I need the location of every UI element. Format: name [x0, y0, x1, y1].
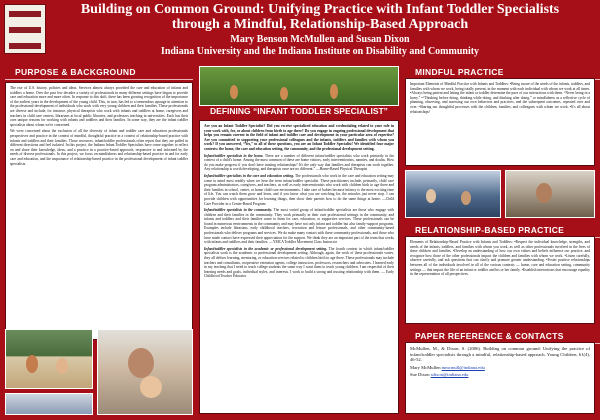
- child-figure: [56, 358, 68, 374]
- relationship-text: Elements of Relationship-Based Practice with Infants and Toddlers: •Respect the individual knowledge, strengths, and needs of the infants, toddlers, and families with whom you work, as well as other professionals involved in the lives of these children and families. •Develop an understanding of how our own values and beliefs influence our practice, and recognize how those of the other professionals impact the children and families with whom we work. •Listen carefully, observe carefully, and ask questions that can clarify and promote greater understanding. •Foster positive relationships between all of the individuals involved in all of the various contexts — home, care and education setting, community settings — that impact the life of an infant or toddler and his or her family. •Establish interactions that encourage equality in the representation of all perspectives.: [410, 240, 590, 277]
- defining-pd-text: The fourth context in which infant/toddler specialists work is the academic or professional development setting. Although, again, the work of these professionals varies, they all deliver learning, mentoring, or education services related to children birth to age three. These professionals may include teachers and consultants, cooperative extension agents, college instructors, professors, researchers and advocates. I learned early in my teaching that I need to teach college students the same way I want them to teach young children. I am respectful of their learning needs and goals, individual styles, and interests. I work to build a strong and trusting relationship with them. — Early Childhood Teacher Educator: [204, 246, 394, 279]
- defining-care-text: The professionals who work in the care and education setting may come to mind most readily when we hear the term infant/toddler specialist. These practitioners include, primarily, child care program administrators, caregivers, and teachers, as well as early interventionists who work with children birth to age three and their families in school, center, or home child care environments. I take care of babies because infancy is the most exciting time of life. You can watch them grow and learn, and if you know what you are watching for, the miracles just never stop. I can provide children with opportunities for learning things, then show their parents how to do the same things at home. —Child Care Provider in a Center-Based Program: [204, 173, 394, 206]
- contact-name-1: Mary McMullen: [410, 364, 441, 370]
- defining-pd-lead: Infant/toddler specialists in the academic or professional development setting.: [204, 246, 328, 251]
- logo-stripe: [9, 27, 41, 33]
- reference-heading: PAPER REFERENCE & CONTACTS: [405, 330, 600, 344]
- contact-email-2[interactable]: sdixon@indiana.edu: [430, 372, 469, 378]
- child-figure: [330, 84, 338, 99]
- defining-panel: [199, 120, 399, 414]
- right-photo-group: [405, 170, 595, 218]
- reference-contact-2: [410, 372, 590, 378]
- indiana-university-logo: [4, 4, 46, 54]
- reference-panel: [405, 342, 595, 414]
- child-figure: [230, 85, 238, 99]
- left-column: [5, 66, 193, 340]
- photo-classroom: [405, 170, 501, 218]
- contact-email-1[interactable]: mmcmull@indiana.edu: [441, 364, 485, 370]
- defining-home-paragraph: [204, 154, 394, 172]
- child-figure: [280, 87, 288, 100]
- poster-authors: Mary Benson McMullen and Susan Dixon: [230, 34, 410, 45]
- poster-title-line2: through a Mindful, Relationship-Based Approach: [171, 17, 469, 32]
- purpose-panel: [5, 82, 193, 340]
- mindful-panel: [405, 78, 595, 166]
- adult-figure: [536, 183, 552, 203]
- mindful-text: Important Elements of Mindful Practice with Infants and Toddlers: •Being aware of the needs of the infants, toddlers, and families with whom we work, being totally present, in the moment with each individual with whom we work at all times. •Always being patient and letting the infant or toddler determine the pace of our interactions with them. “Never being in a hurry.” •“Thinking before doing, thinking while doing, and thinking after doing,” or mindfulness as a reflective cycle of planning, observing, and assessing our own behaviors and practices, and the subsequent outcomes, repeated over and over. •Sharing our thoughtful processes with the children, families, and colleagues with whom we work. •It's all about relationships!: [410, 82, 590, 114]
- left-photo-group: [5, 329, 193, 415]
- defining-intro: Are you an Infant Toddler Specialist? Did you receive specialized education and credentialing related to your role in your work with, for, or about children from birth to age three? Do you engage in ongoing professional development that helps you remain current in the field of infant and toddler care and development in your particular area of expertise? Are you committed to supporting your professional colleagues and the infants, toddlers and families with whom you work? If you answered, “Yes,” to all of these questions, you are an Infant Toddler Specialist! We identified four major contexts: the home, the care and education setting, the community, and the professional development setting.: [204, 124, 394, 151]
- adult-figure: [128, 348, 154, 378]
- defining-care-lead: Infant/toddler specialists in the care and education setting.: [204, 173, 295, 178]
- photo-children-playground: [199, 66, 399, 106]
- contact-name-2: Sue Dixon: [410, 372, 430, 378]
- poster-institution: Indiana University and the Indiana Institute on Disability and Community: [160, 46, 480, 57]
- logo-stripe: [9, 43, 41, 49]
- relationship-heading: RELATIONSHIP-BASED PRACTICE: [405, 224, 600, 238]
- defining-pd-paragraph: [204, 247, 394, 279]
- child-figure: [26, 355, 38, 373]
- defining-community-paragraph: [204, 208, 394, 245]
- photo-children-outdoors: [5, 329, 93, 389]
- defining-community-lead: Infant/toddler specialists in the community.: [204, 208, 273, 213]
- photo-adult-with-infant: [97, 329, 193, 415]
- photo-toddler: [5, 393, 93, 415]
- logo-stripe: [9, 11, 41, 17]
- child-figure: [461, 191, 471, 205]
- reference-citation: McMullen, M., & Dixon, S. (2006). Building on common ground: Unifying the practice of infant/toddler specialists through a mindful, relationship-based approach. Young Children, 61(4), 46-52.: [410, 346, 590, 363]
- defining-home-text: There are a number of different infant/toddler specialists who work primarily in the context of a child's home. Among the most common of these are home visitors, early interventionists, nannies, and doulas. How do you make progress if you don't have trusting relationships? It's the only way that families and therapists can work together. Any relationship is worth developing, and therapists once are no different.” —Home-Based Physical Therapist: [204, 153, 395, 172]
- infant-figure: [140, 376, 162, 398]
- purpose-paragraph-2: We were concerned about the exclusion of all the diversity of infant and toddler care and education professionals perspectives and practice in the context of mindful, thoughtful practice in a context of relationship-based practice with infants and toddlers and their families. Those resources, infant/toddler professionals often report that they are pulled in different directions and feel isolated. In this project, the Indiana Infant Toddler Specialists have come together to reflect on and share their knowledge, ideas, and a practice in a practice-based approach, responsive to and informed by the needs of diverse professionals. In this project, we focus on mindfulness and relationship-based practice in and for early care and education, and the importance of relationship-based practice in the professional development of infant toddler specialists.: [10, 129, 188, 166]
- relationship-panel: [405, 236, 595, 324]
- purpose-paragraph-1: The rise of U.S. history, policies and ideas. Services almost always provided the care and education of infants and toddlers a home. Over the past few decades a variety of professionals in many different settings have begun to provide care and education more and more often. In response to this shift, there has been growing recognition of the importance of the earliest years in the development of the young child. This, in turn, has led to a tremendous upsurge in attention to the professional development of individuals who work with very young children and their families. These professionals are diverse and include, for instance, physical therapists who work with infants and toddlers at home, caregivers and teachers in child care centers, librarians at local public libraries, and professors teaching in universities. Each has their own unique reasons for working with infants and toddlers and their families. In some way, they are the infant toddler specialists about whom we're concerned.: [10, 86, 188, 127]
- mindful-heading: MINDFUL PRACTICE: [405, 66, 600, 80]
- reference-contact-1: [410, 365, 590, 371]
- defining-home-lead: Infant/toddler specialists in the home.: [204, 153, 264, 158]
- defining-community-text: The most varied group of infant/toddler specialists are those who engage with children and their families in the community. They work primarily in their own professional settings in the community, and infants and toddlers and their families come to them for care, education, or supportive services. These professionals can be found in numerous environments in the community and may have not only infant and toddler but also family-support programs. Examples include librarians, early childhood teachers, recreation and leisure professionals, and other community-based professionals who deliver programs and services. We do make many contact with these community professionals, and those who have made contact have expressed their appreciation for the support. We think they are an important part of the team that works with infants and toddlers and their families. —YMCA Toddler Movement Class Instructor: [204, 208, 395, 245]
- defining-heading: DEFINING “INFANT TODDLER SPECIALIST”: [199, 106, 399, 120]
- poster-header: [0, 0, 600, 60]
- photo-caregiver-reading: [505, 170, 595, 218]
- defining-care-paragraph: [204, 174, 394, 206]
- child-figure: [426, 189, 436, 203]
- poster-title-line1: Building on Common Ground: Unifying Practice with Infant Toddler Specialists: [80, 2, 560, 17]
- purpose-heading: PURPOSE & BACKGROUND: [5, 66, 193, 80]
